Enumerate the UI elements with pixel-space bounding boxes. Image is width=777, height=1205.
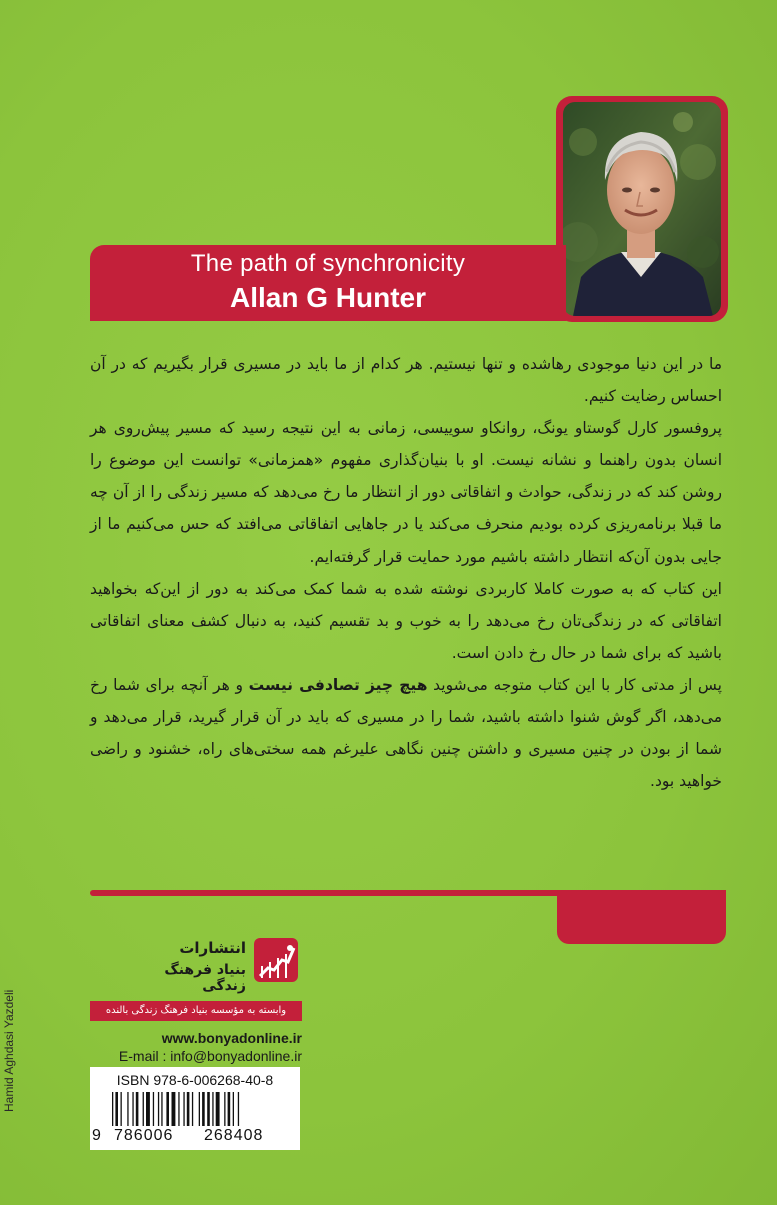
barcode-bar [216, 1092, 220, 1126]
barcode-bar [207, 1092, 210, 1126]
publisher-affiliation: وابسته به مؤسسه بنیاد فرهنگ زندگی بالنده [90, 1001, 302, 1021]
barcode-bar [183, 1092, 184, 1126]
barcode-bars [112, 1092, 288, 1126]
author-name-english: Allan G Hunter [229, 282, 426, 313]
barcode-bar [112, 1092, 113, 1126]
publisher-logo-icon [252, 936, 300, 984]
barcode-bar [161, 1092, 162, 1126]
barcode-group-2: 268408 [204, 1127, 264, 1144]
barcode-group-1: 786006 [114, 1127, 174, 1144]
author-photo [563, 102, 721, 316]
description-paragraph-3: این کتاب که به صورت کاملا کاربردی نوشته شده به شما کمک می‌کند به دور از این‌که بخواهید اتفاقاتی که در زندگی‌تان رخ می‌دهد را به خوب و بد تقسیم کنید، به دنبال کشف معنای اتفاقاتی باشید که برای شما در حال رخ دادن است. [90, 579, 722, 662]
barcode-bar [121, 1092, 122, 1126]
barcode-bar [233, 1092, 234, 1126]
barcode-bar [202, 1092, 205, 1126]
decorative-tab [557, 890, 726, 944]
publisher-email: E-mail : info@bonyadonline.ir [118, 1048, 302, 1064]
barcode-bar [178, 1092, 179, 1126]
isbn-number: ISBN 978-6-006268-40-8 [116, 1072, 274, 1088]
paragraph-4-start: پس از مدتی کار با این کتاب متوجه می‌شوید [427, 675, 722, 694]
emphasis-nothing-is-random: هیچ چیز تصادفی نیست [248, 675, 428, 694]
publisher-name: بنیاد فرهنگ زندگی [164, 962, 246, 994]
cover-designer-credit: Hamid Aghdasi Yazdeli [2, 989, 16, 1112]
barcode-bar [228, 1092, 231, 1126]
publisher-website: www.bonyadonline.ir [161, 1030, 302, 1046]
barcode-bar [153, 1092, 154, 1126]
barcode-bar [238, 1092, 239, 1126]
barcode-bar [127, 1092, 128, 1126]
paragraph-4-end: و هر آنچه برای شما رخ می‌دهد، اگر گوش شنوا داشته باشید، شما را در مسیری که باید در آن قرار گیرید، قرار می‌دهد و شما از بودن در چنین مسیری و داشتن چنین نگاهی علیرغم همه سختی‌های راه، خشنود و راضی خواهید بود. [90, 675, 722, 791]
barcode-bar [158, 1092, 159, 1126]
barcode-first-digit: 9 [92, 1127, 102, 1144]
barcode-bar [224, 1092, 225, 1126]
barcode-bar [136, 1092, 139, 1126]
barcode-bar [187, 1092, 190, 1126]
book-title-english: The path of synchronicity [190, 250, 466, 277]
barcode-bar [115, 1092, 118, 1126]
description-paragraph-1: ما در این دنیا موجودی رهاشده و تنها نیستیم. هر کدام از ما باید در مسیری قرار بگیریم که در آن احساس رضایت کنیم. [90, 355, 722, 406]
barcode-bar [192, 1092, 193, 1126]
barcode-bar [166, 1092, 169, 1126]
description-paragraph-2: پروفسور کارل گوستاو یونگ، روانکاو سوییسی، زمانی به این نتیجه رسید که مسیر پیش‌روی هر انسان بدون راهنما و نشانه نیست. او با بنیان‌گذاری مفهوم «همزمانی» توانست این موضوع را روشن کند که در زندگی، حوادث و اتفاقاتی دور از انتظار ما رخ می‌دهد که مسیر زندگی را از آن چه ما قبلا برنامه‌ریزی کرده بودیم منحرف می‌کند یا در جاهایی اتفاقاتی می‌افتد که حس می‌کنیم ما از جایی بدون آن‌که انتظار داشته باشیم مورد حمایت قرار گرفته‌ایم. [90, 419, 722, 566]
barcode-bar [132, 1092, 133, 1126]
barcode-bar [172, 1092, 176, 1126]
barcode-bar [146, 1092, 150, 1126]
barcode-bar [212, 1092, 213, 1126]
barcode-bar [199, 1092, 200, 1126]
publisher-label: انتشارات [179, 939, 246, 957]
description-paragraph-4 [90, 669, 722, 797]
barcode-bar [143, 1092, 144, 1126]
book-description [90, 348, 722, 797]
